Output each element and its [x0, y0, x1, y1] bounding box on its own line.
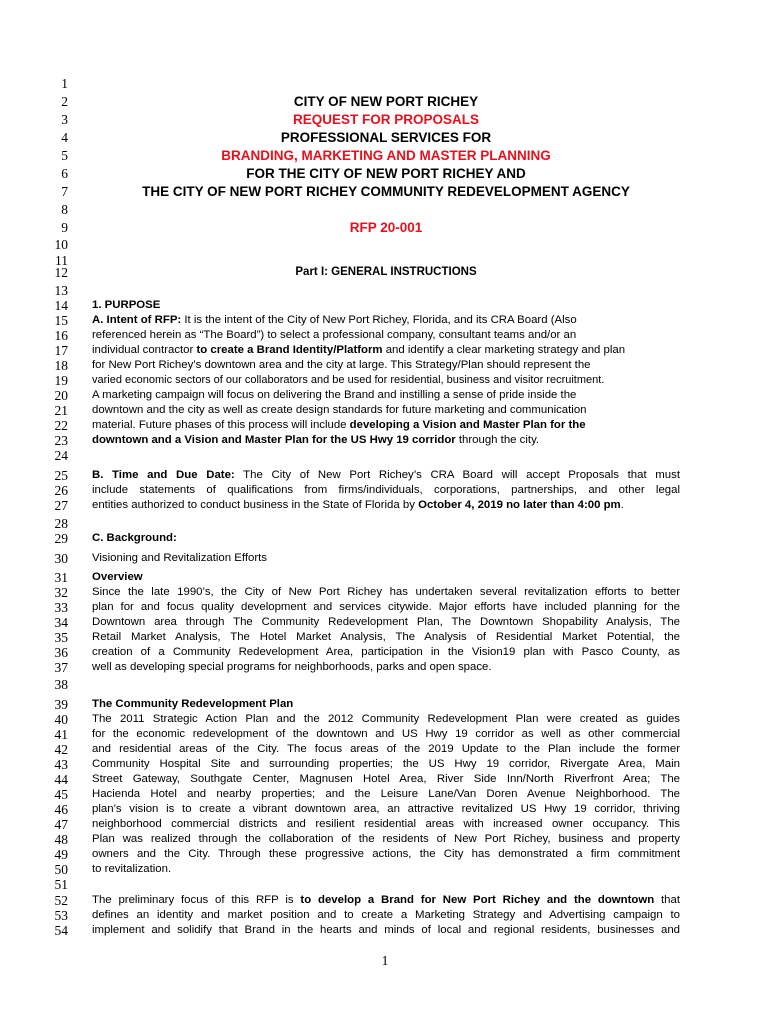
line-number: 6	[61, 166, 68, 181]
paragraph-line: plan for and focus quality development and services citywide. Major efforts have included planning for the	[92, 601, 680, 613]
line-number: 28	[54, 516, 68, 531]
line-number: 38	[54, 677, 68, 692]
line-number: 41	[54, 727, 68, 742]
time-due-line	[92, 468, 680, 483]
title-cra: THE CITY OF NEW PORT RICHEY COMMUNITY REDEVELOPMENT AGENCY	[142, 184, 630, 199]
purpose-line: referenced herein as “The Board”) to select a professional company, consultant teams and/or an	[92, 329, 577, 341]
line-number: 25	[54, 468, 68, 483]
paragraph-line: neighborhood commercial districts and resilient residential areas with increased owner occupancy. This	[92, 818, 680, 830]
line-number: 50	[54, 862, 68, 877]
line-number: 49	[54, 847, 68, 862]
crp-heading: The Community Redevelopment Plan	[92, 698, 294, 710]
line-number: 39	[54, 697, 68, 712]
line-number: 19	[54, 373, 68, 388]
due-date: October 4, 2019 no later than 4:00 pm	[418, 499, 621, 511]
line-number: 42	[54, 742, 68, 757]
purpose-bold: downtown and a Vision and Master Plan for the US Hwy 19 corridor	[92, 434, 456, 446]
title-city: CITY OF NEW PORT RICHEY	[293, 94, 479, 109]
purpose-line: varied economic sectors of our collaborators and be used for residential, business and visitor recruitment.	[92, 374, 605, 386]
line-number: 14	[54, 298, 68, 313]
line-number: 26	[54, 483, 68, 498]
line-number: 30	[54, 551, 68, 566]
purpose-text: through the city.	[455, 434, 540, 446]
line-number: 45	[54, 787, 68, 802]
line-number: 34	[54, 615, 68, 630]
time-due-text: The City of New Port Richey’s CRA Board will accept Proposals that must	[234, 469, 680, 481]
purpose-heading: 1. PURPOSE	[92, 299, 161, 311]
line-number: 53	[54, 908, 68, 923]
purpose-text: individual contractor	[92, 344, 197, 356]
line-number: 37	[54, 660, 68, 675]
part-heading: Part I: GENERAL INSTRUCTIONS	[295, 266, 477, 278]
line-number: 52	[54, 893, 68, 908]
purpose-line	[92, 343, 680, 358]
line-number: 11	[55, 253, 68, 268]
prelim-line: defines an identity and market position and to create a Marketing Strategy and Advertising campaign to	[92, 909, 680, 921]
purpose-bold: to create a Brand Identity/Platform	[196, 344, 383, 356]
line-number: 16	[54, 328, 68, 343]
line-number: 10	[54, 237, 68, 252]
purpose-line: downtown and the city as well as create design standards for future marketing and communication	[92, 404, 587, 416]
line-number: 18	[54, 358, 68, 373]
line-number: 47	[54, 817, 68, 832]
paragraph-line: Community Hospital Site and surrounding properties; the US Hwy 19 corridor, Rivergate Area, Main	[92, 758, 680, 770]
line-number: 35	[54, 630, 68, 645]
prelim-line	[92, 893, 680, 908]
line-number: 12	[54, 265, 68, 280]
line-number: 8	[61, 202, 68, 217]
title-rfp: REQUEST FOR PROPOSALS	[292, 112, 480, 127]
paragraph-line: Retail Market Analysis, The Hotel Market Analysis, The Analysis of Residential Market Potential, the	[92, 631, 680, 643]
paragraph-line: and residential areas of the City. The focus areas of the 2019 Update to the Plan include the former	[92, 743, 680, 755]
background-heading: C. Background:	[92, 532, 177, 544]
line-number: 15	[54, 313, 68, 328]
line-number: 32	[54, 585, 68, 600]
paragraph-line: owners and the City. Through these progressive actions, the City has demonstrated a firm commitment	[92, 848, 680, 860]
paragraph-line: Downtown area through The Community Redevelopment Plan, The Downtown Shopability Analysis, The	[92, 616, 680, 628]
line-number: 51	[54, 877, 68, 892]
line-number: 43	[54, 757, 68, 772]
prelim-line: implement and solidify that Brand in the hearts and minds of local and regional residents, businesses and	[92, 924, 680, 936]
purpose-line	[92, 433, 680, 448]
line-number: 36	[54, 645, 68, 660]
title-professional-services: PROFESSIONAL SERVICES FOR	[280, 130, 492, 145]
paragraph-line: Street Gateway, Southgate Center, Magnusen Hotel Area, River Side Inn/North Riverfront Area; The	[92, 773, 680, 785]
time-due-line: include statements of qualifications from firms/individuals, corporations, partnerships, and other legal	[92, 484, 680, 496]
line-number: 31	[54, 570, 68, 585]
background-subheading: Visioning and Revitalization Efforts	[92, 552, 267, 564]
purpose-line	[92, 313, 680, 328]
prelim-bold: to develop a Brand for New Port Richey and the downtown	[300, 894, 655, 906]
line-number: 22	[54, 418, 68, 433]
prelim-text: The preliminary focus of this RFP is	[92, 894, 301, 906]
rfp-number: RFP 20-001	[349, 220, 423, 235]
line-number: 20	[54, 388, 68, 403]
purpose-line	[92, 418, 680, 433]
line-number: 1	[61, 76, 68, 91]
paragraph-line: Since the late 1990’s, the City of New Port Richey has undertaken several revitalization efforts to better	[92, 586, 680, 598]
line-number: 9	[61, 220, 68, 235]
line-number: 5	[61, 148, 68, 163]
title-for-city: FOR THE CITY OF NEW PORT RICHEY AND	[246, 166, 526, 181]
intent-label: A. Intent of RFP:	[92, 314, 182, 326]
paragraph-line: creation of a Community Redevelopment Area, participation in the Vision19 plan with Pasco County, as	[92, 646, 680, 658]
title-branding: BRANDING, MARKETING AND MASTER PLANNING	[221, 148, 551, 163]
paragraph-line: Plan was realized through the collaboration of the residents of New Port Richey, business and property	[92, 833, 680, 845]
time-due-line	[92, 498, 680, 513]
paragraph-line: plan’s vision is to create a vibrant downtown area, an attractive revitalized US Hwy 19 corridor, thriving	[92, 803, 680, 815]
purpose-text: It is the intent of the City of New Port Richey, Florida, and its CRA Board (Also	[181, 314, 577, 326]
line-number: 7	[61, 184, 68, 199]
line-number: 27	[54, 498, 68, 513]
line-number: 24	[54, 448, 68, 463]
line-number: 44	[54, 772, 68, 787]
purpose-bold: developing a Vision and Master Plan for the	[349, 419, 586, 431]
paragraph-line: for the economic redevelopment of the downtown and US Hwy 19 corridor as well as other commercial	[92, 728, 680, 740]
line-number: 13	[54, 283, 68, 298]
purpose-line: for New Port Richey’s downtown area and the city at large. This Strategy/Plan should represent the	[92, 359, 591, 371]
time-due-text: entities authorized to conduct business in the State of Florida by	[92, 499, 419, 511]
page-number: 1	[381, 953, 389, 968]
line-number: 4	[61, 130, 68, 145]
line-number: 17	[54, 343, 68, 358]
line-number: 23	[54, 433, 68, 448]
paragraph-line: The 2011 Strategic Action Plan and the 2012 Community Redevelopment Plan were created as guides	[92, 713, 680, 725]
purpose-text: and identify a clear marketing strategy and plan	[382, 344, 626, 356]
line-number: 48	[54, 832, 68, 847]
line-number: 29	[54, 531, 68, 546]
line-number: 40	[54, 712, 68, 727]
purpose-line: A marketing campaign will focus on delivering the Brand and instilling a sense of pride inside the	[92, 389, 577, 401]
line-number: 46	[54, 802, 68, 817]
line-number: 21	[54, 403, 68, 418]
line-number: 2	[61, 94, 68, 109]
prelim-text: that	[654, 894, 680, 906]
time-due-label: B. Time and Due Date:	[92, 469, 235, 481]
line-number: 33	[54, 600, 68, 615]
line-number: 54	[54, 923, 68, 938]
line-number: 3	[61, 112, 68, 127]
purpose-text: material. Future phases of this process will include	[92, 419, 350, 431]
paragraph-line: well as developing special programs for neighborhoods, parks and open space.	[92, 661, 492, 673]
overview-heading: Overview	[92, 571, 143, 583]
paragraph-line: to revitalization.	[92, 863, 172, 875]
time-due-text: .	[620, 499, 624, 511]
paragraph-line: Hacienda Hotel and nearby properties; and the Leisure Lane/Van Doren Avenue Neighborhood. The	[92, 788, 680, 800]
